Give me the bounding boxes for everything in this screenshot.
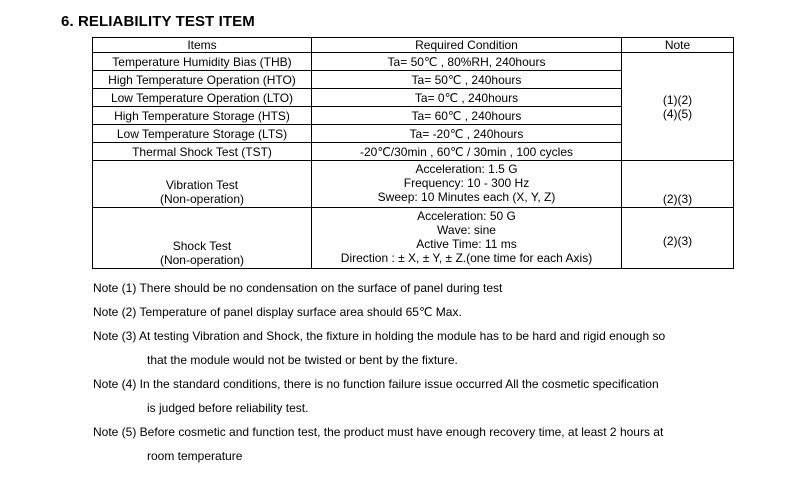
item-cell: Thermal Shock Test (TST) (93, 143, 312, 161)
condition-cell: Ta= 60℃ , 240hours (312, 107, 622, 125)
vibration-condition-line: Acceleration: 1.5 G (415, 162, 518, 176)
shock-row (93, 208, 734, 269)
condition-cell: Ta= 50℃ , 80%RH, 240hours (312, 53, 622, 71)
condition-cell: -20℃/30min , 60℃ / 30min , 100 cycles (312, 143, 622, 161)
note-4: Note (4) In the standard conditions, there is no function failure issue occurred All the cosmetic specification (93, 377, 659, 391)
note-cell-group (622, 53, 734, 161)
note-2: Note (2) Temperature of panel display surface area should 65℃ Max. (93, 305, 462, 319)
table-row (93, 53, 734, 71)
vibration-note-cell (622, 161, 734, 208)
note-3: Note (3) At testing Vibration and Shock, the fixture in holding the module has to be hard and rigid enough so (93, 329, 666, 343)
shock-item-cell (93, 208, 312, 269)
header-note: Note (622, 38, 734, 53)
header-items: Items (93, 38, 312, 53)
item-cell: Temperature Humidity Bias (THB) (93, 53, 312, 71)
note-5: Note (5) Before cosmetic and function test, the product must have enough recovery time, at least 2 hours at (93, 425, 664, 439)
item-cell: Low Temperature Storage (LTS) (93, 125, 312, 143)
item-cell: High Temperature Operation (HTO) (93, 71, 312, 89)
item-cell: Low Temperature Operation (LTO) (93, 89, 312, 107)
vibration-item-cell (93, 161, 312, 208)
vibration-note-line: (2)(3) (662, 192, 693, 206)
shock-condition-line: Wave: sine (437, 223, 496, 237)
condition-cell: Ta= 0℃ , 240hours (312, 89, 622, 107)
vibration-item-line: Vibration Test (165, 178, 239, 192)
item-cell: High Temperature Storage (HTS) (93, 107, 312, 125)
shock-condition-cell (312, 208, 622, 269)
condition-cell: Ta= -20℃ , 240hours (312, 125, 622, 143)
table-header-row (93, 38, 734, 53)
shock-condition-line: Active Time: 11 ms (416, 237, 517, 251)
shock-item-line: Shock Test (172, 239, 232, 253)
vibration-row (93, 161, 734, 208)
condition-cell: Ta= 50℃ , 240hours (312, 71, 622, 89)
note-3-continuation: that the module would not be twisted or bent by the fixture. (147, 353, 458, 367)
vibration-condition-line: Sweep: 10 Minutes each (X, Y, Z) (377, 190, 556, 204)
note-1: Note (1) There should be no condensation on the surface of panel during test (93, 281, 503, 295)
shock-condition-line: Acceleration: 50 G (417, 209, 516, 223)
vibration-condition-line: Frequency: 10 - 300 Hz (403, 176, 530, 190)
note-ref-line: (1)(2) (662, 92, 693, 107)
note-5-continuation: room temperature (147, 449, 243, 463)
shock-condition-line: Direction : ± X, ± Y, ± Z.(one time for each Axis) (340, 251, 593, 265)
reliability-test-table (92, 37, 734, 269)
vibration-item-line: (Non-operation) (159, 192, 245, 206)
shock-note-line: (2)(3) (662, 234, 693, 248)
note-ref-line: (4)(5) (662, 106, 693, 121)
shock-note-cell (622, 208, 734, 269)
shock-item-line: (Non-operation) (159, 253, 245, 267)
header-required-condition: Required Condition (312, 38, 622, 53)
vibration-condition-cell (312, 161, 622, 208)
note-4-continuation: is judged before reliability test. (147, 401, 309, 415)
section-title: 6. RELIABILITY TEST ITEM (61, 13, 255, 30)
